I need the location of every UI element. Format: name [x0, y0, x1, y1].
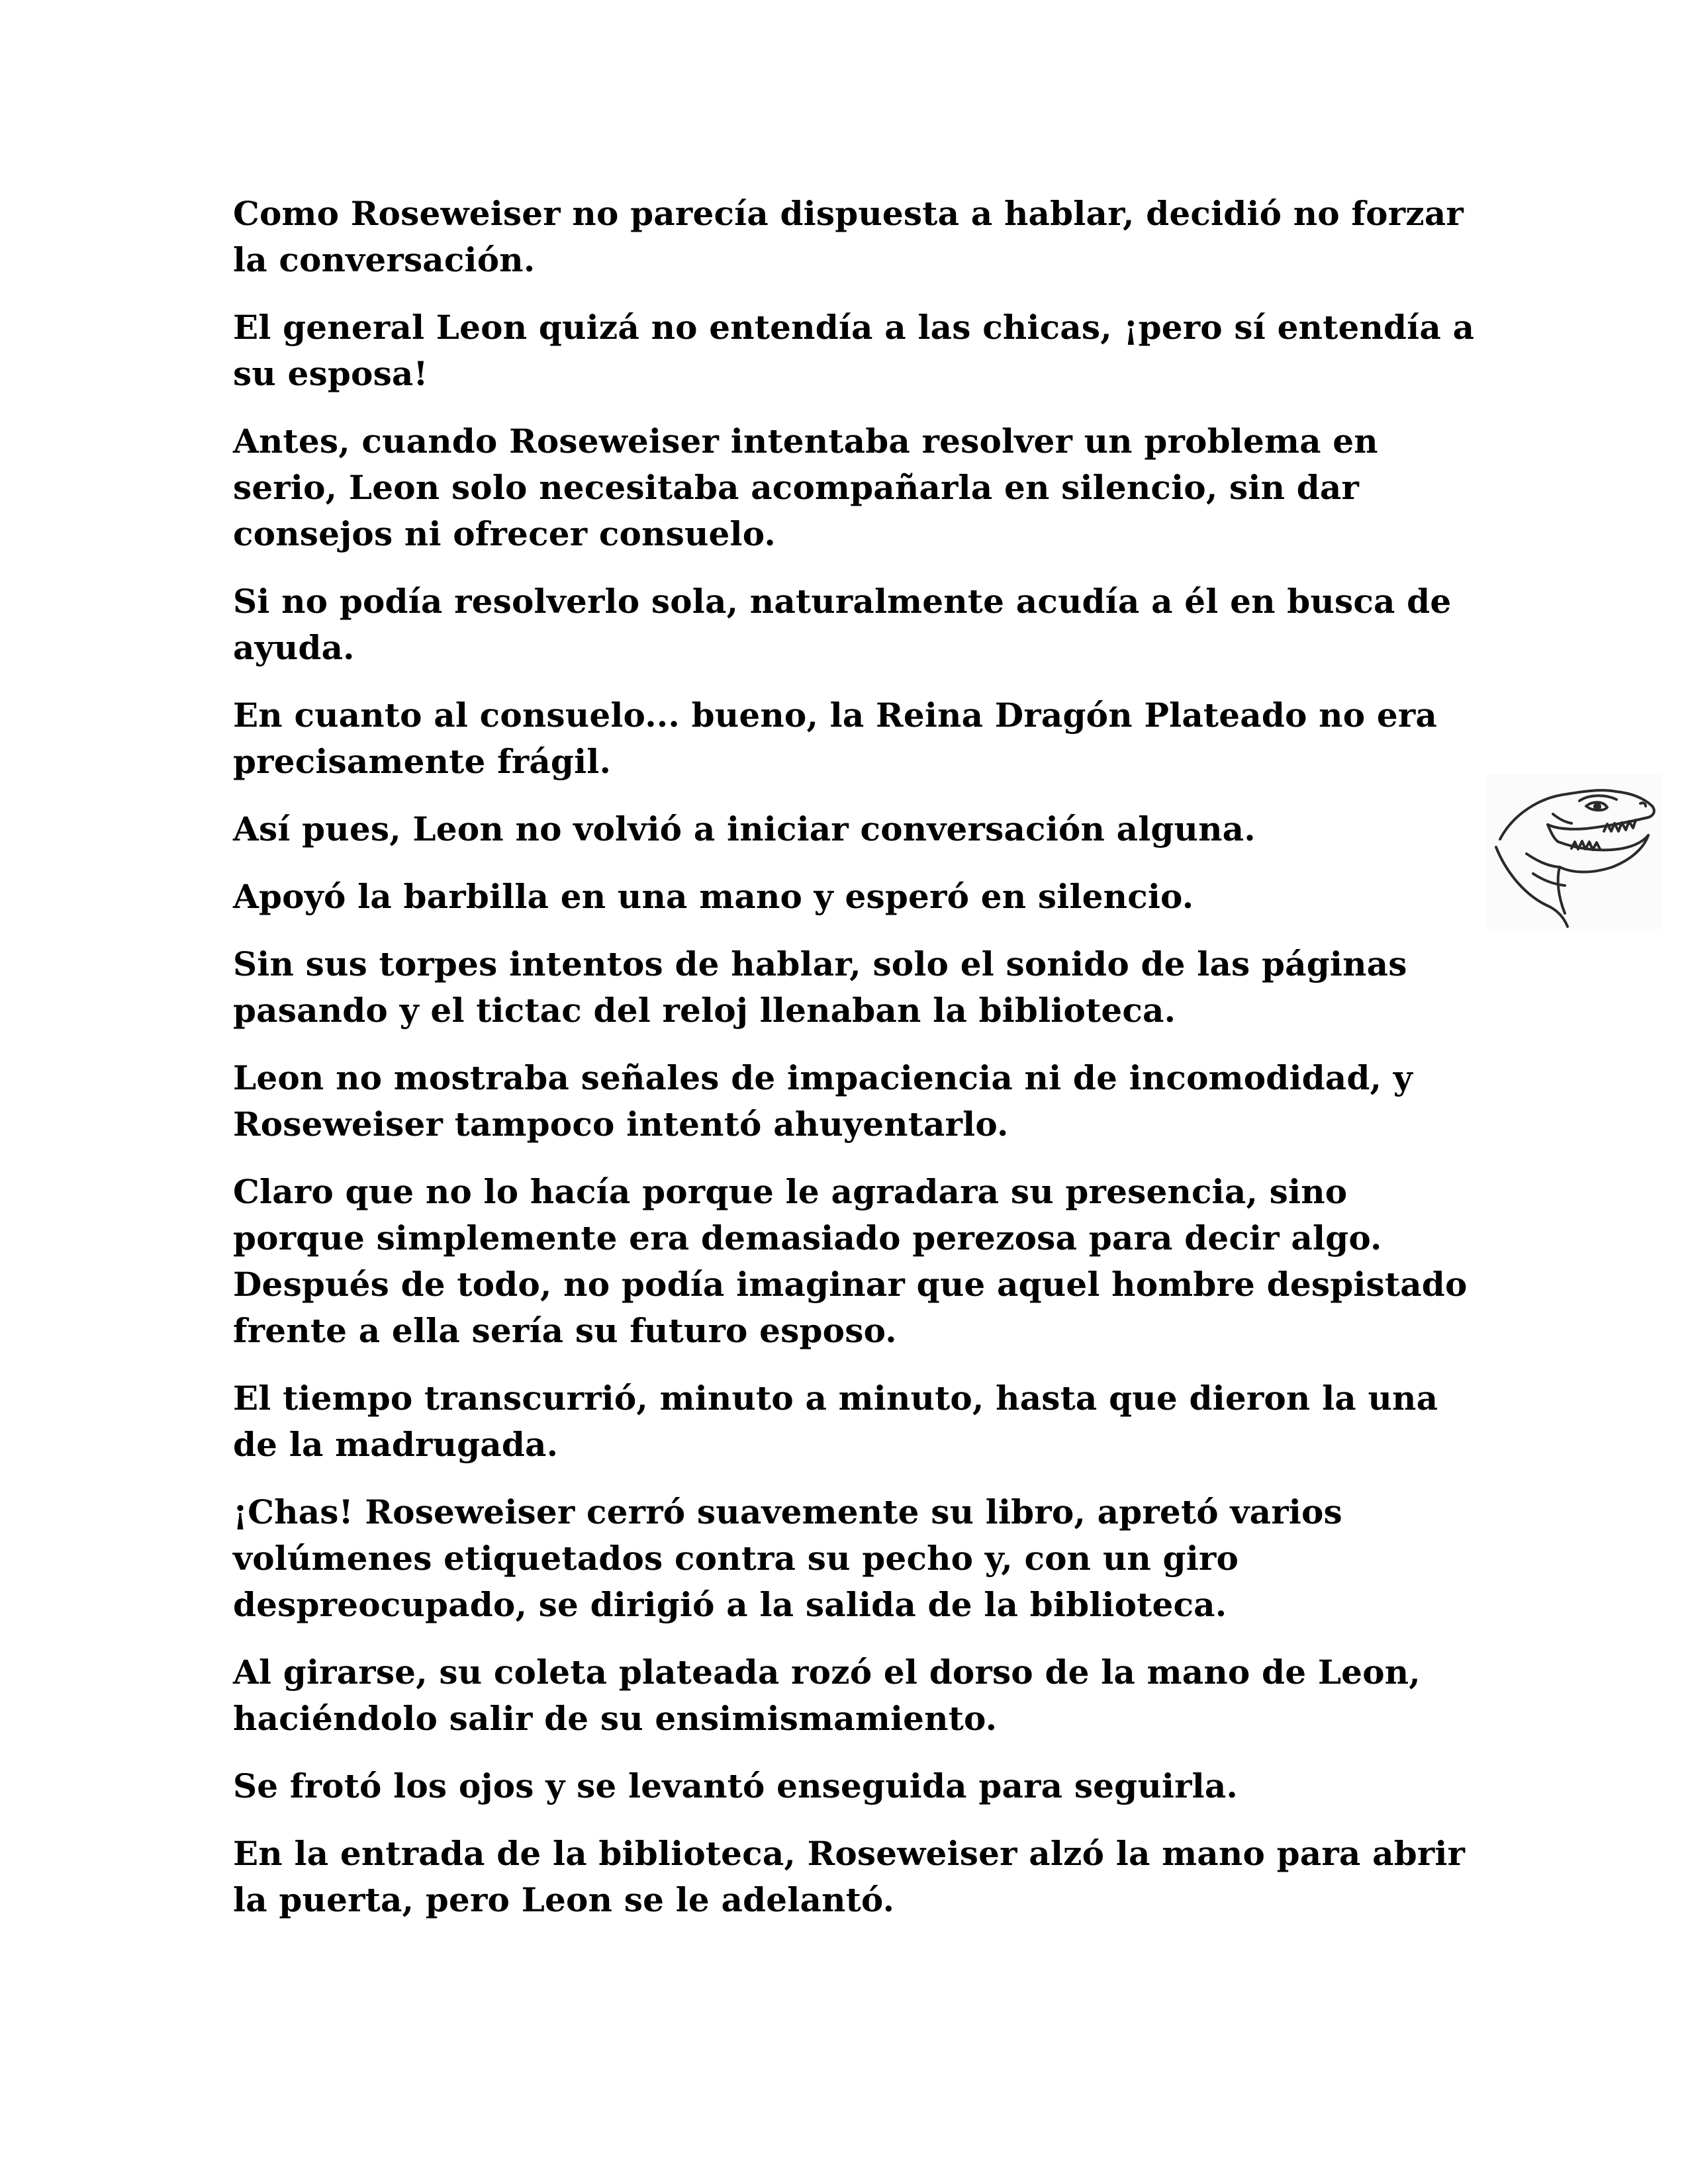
paragraph: El tiempo transcurrió, minuto a minuto, hasta que dieron la una de la madrugada. [233, 1379, 1438, 1464]
paragraph: Apoyó la barbilla en una mano y esperó en silencio. [233, 877, 1194, 916]
paragraph: Leon no mostraba señales de impaciencia ni de incomodidad, y Roseweiser tampoco intentó ahuyentarlo. [233, 1058, 1413, 1144]
story-text [233, 191, 1477, 1944]
dinosaur-head-sketch-icon [1487, 774, 1662, 929]
paragraph: En cuanto al consuelo... bueno, la Reina Dragón Plateado no era precisamente frágil. [233, 696, 1438, 781]
paragraph: Antes, cuando Roseweiser intentaba resolver un problema en serio, Leon solo necesitaba acompañarla en silencio, sin dar consejos ni ofrecer consuelo. [233, 422, 1378, 553]
paragraph: En la entrada de la biblioteca, Roseweiser alzó la mano para abrir la puerta, pero Leon se le adelantó. [233, 1834, 1466, 1919]
paragraph: Se frotó los ojos y se levantó enseguida para seguirla. [233, 1766, 1239, 1805]
paragraph: Claro que no lo hacía porque le agradara su presencia, sino porque simplemente era demasiado perezosa para decir algo. Después de todo, no podía imaginar que aquel hombre despistado frente a ella sería su futuro esposo. [233, 1172, 1468, 1350]
paragraph: Como Roseweiser no parecía dispuesta a hablar, decidió no forzar la conversación. [233, 194, 1464, 279]
paragraph: Así pues, Leon no volvió a iniciar conversación alguna. [233, 809, 1256, 848]
paragraph: ¡Chas! Roseweiser cerró suavemente su libro, apretó varios volúmenes etiquetados contra su pecho y, con un giro despreocupado, se dirigió a la salida de la biblioteca. [233, 1492, 1342, 1624]
paragraph: Al girarse, su coleta plateada rozó el dorso de la mano de Leon, haciéndolo salir de su ensimismamiento. [233, 1653, 1421, 1738]
paragraph: El general Leon quizá no entendía a las chicas, ¡pero sí entendía a su esposa! [233, 308, 1475, 393]
paragraph: Sin sus torpes intentos de hablar, solo el sonido de las páginas pasando y el tictac del reloj llenaban la biblioteca. [233, 944, 1407, 1030]
paragraph: Si no podía resolverlo sola, naturalmente acudía a él en busca de ayuda. [233, 582, 1452, 667]
